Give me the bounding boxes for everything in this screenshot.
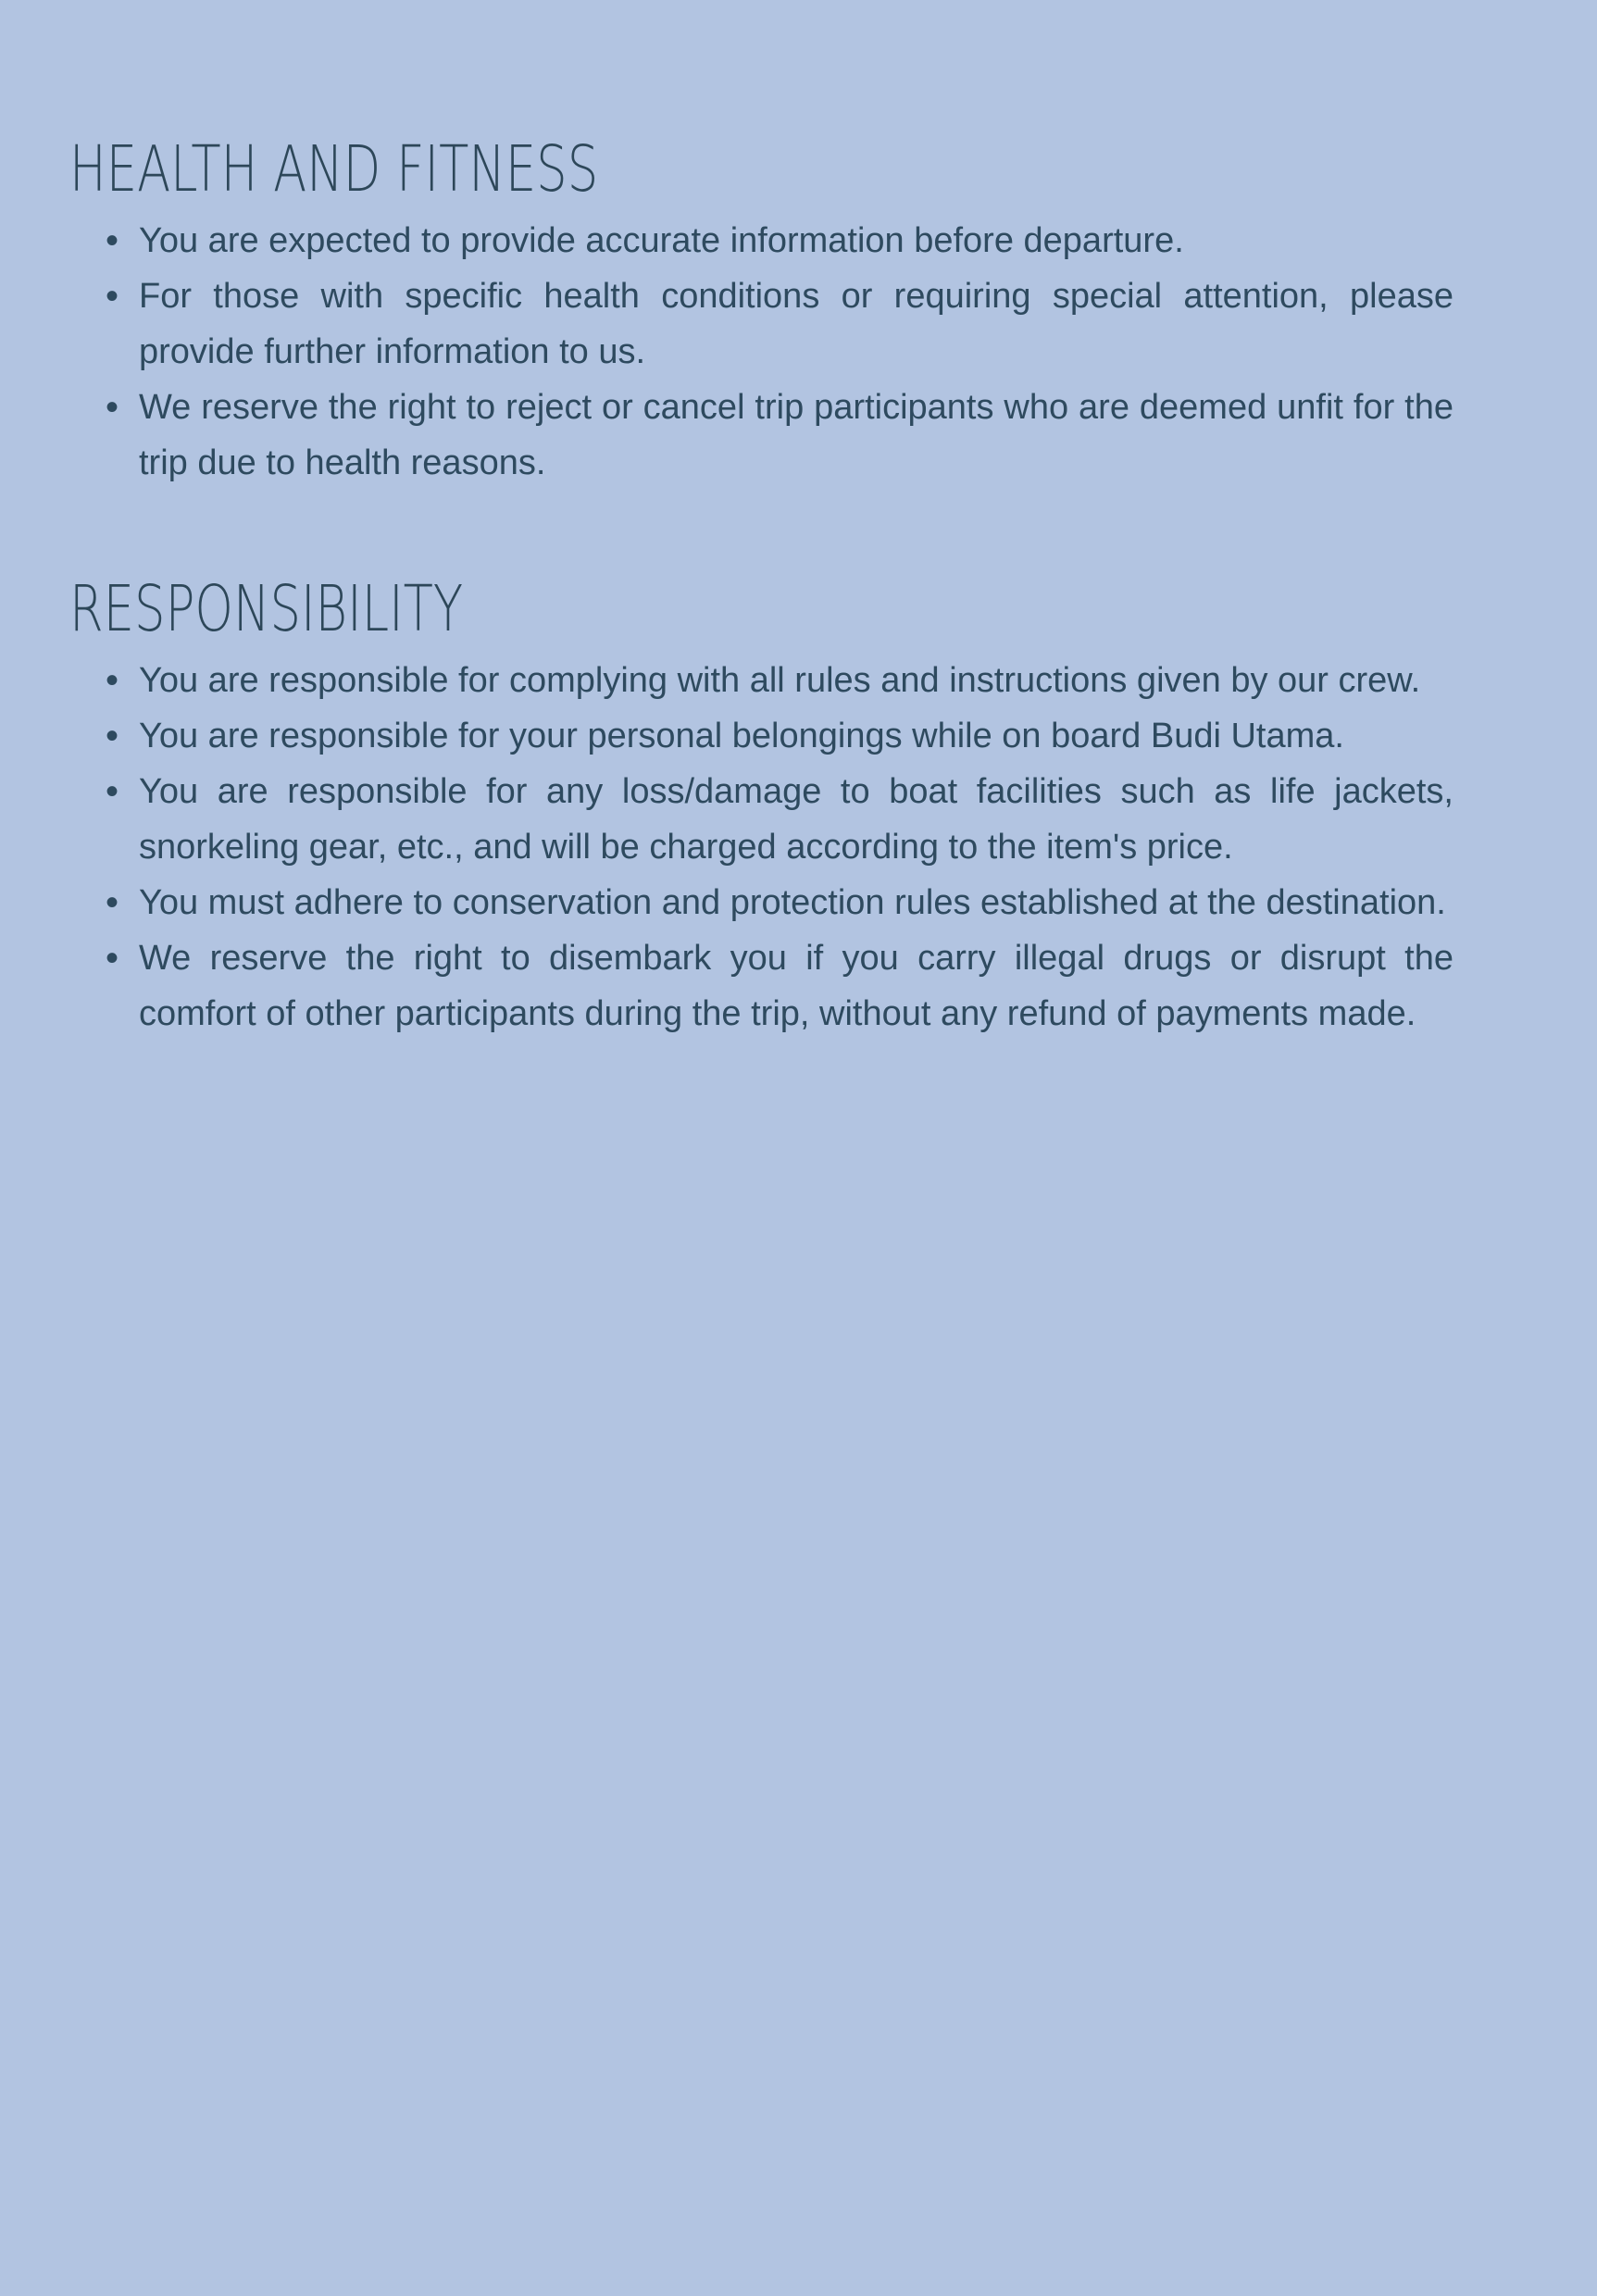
- list-item: • You are responsible for any loss/damage to boat facilities such as life jackets, snorkeling gear, etc., and will be charged according to the item's price.: [139, 764, 1454, 875]
- list-item: • We reserve the right to disembark you if you carry illegal drugs or disrupt the comfort of other participants during the trip, without any refund of payments made.: [139, 930, 1454, 1042]
- list-item: • You are responsible for complying with all rules and instructions given by our crew.: [139, 653, 1454, 708]
- health-and-fitness-list: [0, 213, 1454, 491]
- health-and-fitness-heading: HEALTH AND FITNESS: [69, 131, 599, 206]
- list-item: • For those with specific health conditions or requiring special attention, please provide further information to us.: [139, 268, 1454, 380]
- list-item: • You must adhere to conservation and protection rules established at the destination.: [139, 875, 1454, 930]
- page-content: [0, 0, 1597, 1042]
- list-item: • You are responsible for your personal belongings while on board Budi Utama.: [139, 708, 1454, 764]
- responsibility-heading: RESPONSIBILITY: [69, 571, 464, 646]
- list-item: • You are expected to provide accurate information before departure.: [139, 213, 1454, 268]
- list-item: • We reserve the right to reject or cancel trip participants who are deemed unfit for the trip due to health reasons.: [139, 380, 1454, 491]
- section-responsibility: [0, 571, 1597, 1042]
- section-health-and-fitness: [0, 131, 1597, 491]
- responsibility-list: [0, 653, 1454, 1042]
